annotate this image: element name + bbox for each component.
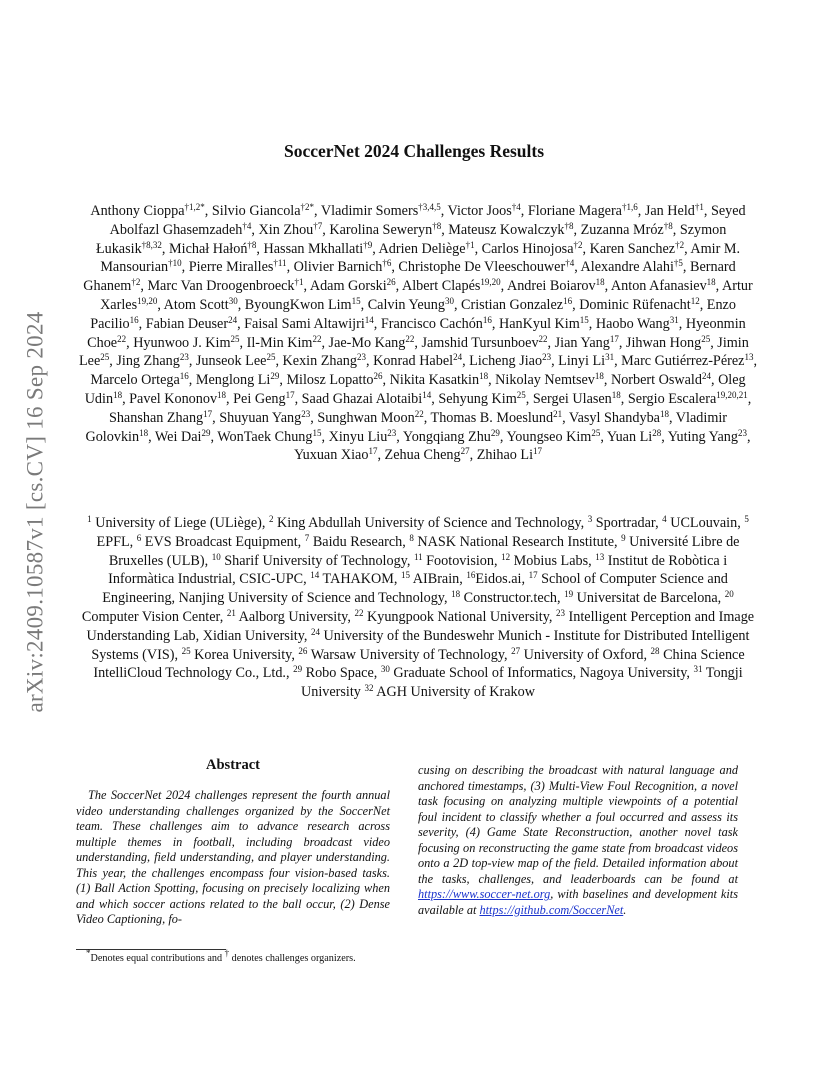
superscript: 12 [501, 551, 511, 562]
superscript: 25 [591, 427, 601, 438]
superscript: 2 [268, 514, 274, 524]
superscript: †2 [131, 277, 141, 288]
soccernet-github-link[interactable]: https://github.com/SoccerNet [479, 902, 624, 917]
superscript: 31 [605, 352, 615, 363]
superscript: 13 [744, 352, 754, 363]
superscript: 19,20,21 [716, 389, 748, 400]
superscript: †2 [675, 239, 685, 250]
paper-title: SoccerNet 2024 Challenges Results [283, 141, 545, 161]
superscript: †8,32 [141, 239, 162, 250]
superscript: 22 [538, 333, 548, 344]
superscript: 16 [466, 570, 476, 581]
superscript: 14 [364, 314, 374, 325]
superscript: 20 [724, 589, 734, 600]
superscript: 29 [293, 664, 303, 675]
superscript: †1 [465, 239, 475, 250]
superscript: 17 [533, 446, 543, 457]
superscript: 1 [87, 514, 92, 524]
affiliation-list: $^1$ University of Liege (ULiège), $^2$ King Abdullah University of Science and Technology, $^3$ Sportradar, $^4$ UCLouvain, $^5$ EPFL, $^6$ EVS Broadcast Equipment, $^7$ Baidu Research, $^8$ NASK National Research Institute, $^9$ Université Libre de Bruxelles (ULB), $^{10}$ Sharif University of Technology, $^{11}$ Footovision, $^{12}$ Mobius Labs, $^{13}$ Institut de Robòtica i Informàtica Industrial, CSIC-UPC, $^{14}$ TAHAKOM, $^{15}$ AIBrain, $^{16}$Eidos.ai, $^{17}$ School of Computer Science and Engineering, Nanjing University of Science and Technology, $^{18}$ Constructor.tech, $^{19}$ Universitat de Barcelona, $^{20}$ Computer Vision Center, $^{21}$ Aalborg University, $^{22}$ Kyungpook National University, $^{23}$ Intelligent Perception and Image Understanding Lab, Xidian University, $^{24}$ University of the Bundeswehr Munich - Institute for Distributed Intelligent Systems (VIS), $^{25}$ Korea University, $^{26}$ Warsaw University of Technology, $^{27}$ University of Oxford, $^{28}$ China Science IntelliCloud Technology Co., Ltd., $^{29}$ Robo Space, $^{30}$ Graduate School of Informatics, Nagoya University, $^{31}$ Tongji University $^{32}$ AGH University of Krakow [81, 514, 755, 701]
superscript: 24 [453, 352, 463, 363]
superscript: 18 [451, 589, 461, 600]
superscript: 24 [701, 371, 711, 382]
abstract-text-left: The SoccerNet 2024 challenges represent the fourth annual video understanding challenges organized by the SoccerNet team. These challenges aim to advance research across multiple themes in football, including broadcast video understanding, field understanding, and player understanding. This year, the challenges encompass four vision-based tasks. (1) Ball Action Spotting, focusing on precisely localizing when and which soccer actions related to the ball occur, (2) Dense Video Captioning, fo- [76, 788, 390, 926]
superscript: 18 [479, 371, 489, 382]
superscript: †2 [573, 239, 583, 250]
superscript: 24 [310, 626, 320, 637]
superscript: 15 [312, 427, 322, 438]
superscript: 19 [564, 589, 574, 600]
superscript: 15 [401, 570, 411, 581]
footnote-divider [76, 949, 226, 950]
arxiv-sidebar [14, 252, 58, 772]
abstract-heading: Abstract [206, 757, 260, 773]
superscript: 22 [414, 408, 424, 419]
superscript: 15 [351, 295, 361, 306]
superscript: 13 [595, 551, 605, 562]
superscript: †10 [168, 258, 182, 269]
footnote: *Denotes equal contributions and † denotes challenges organizers. [86, 948, 356, 964]
superscript: 22 [117, 333, 127, 344]
superscript: 12 [690, 295, 700, 306]
abstract-text-right-end: . [623, 902, 627, 917]
superscript: 23 [737, 427, 747, 438]
superscript: 16 [129, 314, 139, 325]
superscript: 32 [364, 683, 374, 694]
superscript: 21 [226, 607, 236, 618]
superscript: †2* [300, 202, 315, 212]
superscript: †11 [273, 258, 287, 269]
superscript: * [86, 948, 91, 958]
superscript: †4 [242, 220, 252, 231]
superscript: †8 [247, 239, 257, 250]
superscript: 15 [579, 314, 589, 325]
superscript: 17 [368, 446, 378, 457]
abstract-right-column [418, 763, 738, 918]
superscript: 18 [217, 389, 227, 400]
superscript: 16 [563, 295, 573, 306]
superscript: 22 [312, 333, 322, 344]
arxiv-identifier: arXiv:2409.10587v1 [cs.CV] 16 Sep 2024 [23, 311, 48, 713]
superscript: †1,6 [621, 202, 638, 212]
superscript: 19,20 [480, 277, 501, 288]
superscript: 5 [744, 514, 749, 524]
superscript: †1 [694, 202, 704, 212]
superscript: 16 [482, 314, 492, 325]
superscript: †6 [382, 258, 392, 269]
superscript: 30 [228, 295, 238, 306]
superscript: †1 [294, 277, 304, 288]
abstract-left-column [76, 757, 390, 928]
superscript: 25 [230, 333, 240, 344]
superscript: 25 [181, 645, 191, 656]
superscript: 11 [413, 551, 423, 562]
superscript: 14 [422, 389, 432, 400]
superscript: †8 [432, 220, 442, 231]
superscript: 22 [354, 607, 364, 618]
superscript: 18 [611, 389, 621, 400]
superscript: 28 [652, 427, 662, 438]
superscript: 17 [285, 389, 295, 400]
superscript: †1,2* [184, 202, 205, 212]
superscript: 23 [357, 352, 366, 363]
superscript: 24 [228, 314, 238, 325]
superscript: 26 [298, 645, 308, 656]
superscript: 8 [409, 532, 414, 543]
superscript: 18 [113, 389, 123, 400]
superscript: †9 [363, 239, 373, 250]
superscript: 31 [669, 314, 679, 325]
superscript: † [224, 948, 230, 958]
superscript: 26 [373, 371, 383, 382]
author-list: Anthony Cioppa$^{\dagger 1,2*}$, Silvio Giancola$^{\dagger 2*}$, Vladimir Somers$^{\dagger 3,4,5}$, Victor Joos$^{\dagger 4}$, Floriane Magera$^{\dagger 1,6}$, Jan Held$^{\dagger 1}$, Seyed Abolfazl Ghasemzadeh$^{\dagger 4}$, Xin Zhou$^{\dagger 7}$, Karolina Seweryn$^{\dagger 8}$, Mateusz Kowalczyk$^{\dagger 8}$, Zuzanna Mróz$^{\dagger 8}$, Szymon Łukasik$^{\dagger 8,32}$, Michał Hałoń$^{\dagger 8}$, Hassan Mkhallati$^{\dagger 9}$, Adrien Deliège$^{\dagger 1}$, Carlos Hinojosa$^{\dagger 2}$, Karen Sanchez$^{\dagger 2}$, Amir M. Mansourian$^{\dagger 10}$, Pierre Miralles$^{\dagger 11}$, Olivier Barnich$^{\dagger 6}$, Christophe De Vleeschouwer$^{\dagger 4}$, Alexandre Alahi$^{\dagger 5}$, Bernard Ghanem$^{\dagger 2}$, Marc Van Droogenbroeck$^{\dagger 1}$, Adam Gorski$^{26}$, Albert Clapés$^{19,20}$, Andrei Boiarov$^{18}$, Anton Afanasiev$^{18}$, Artur Xarles$^{19,20}$, Atom Scott$^{30}$, ByoungKwon Lim$^{15}$, Calvin Yeung$^{30}$, Cristian Gonzalez$^{16}$, Dominic Rüfenacht$^{12}$, Enzo Pacilio$^{16}$, Fabian Deuser$^{24}$, Faisal Sami Altawijri$^{14}$, Francisco Cachón$^{16}$, HanKyul Kim$^{15}$, Haobo Wang$^{31}$, Hyeonmin Choe$^{22}$, Hyunwoo J. Kim$^{25}$, Il-Min Kim$^{22}$, Jae-Mo Kang$^{22}$, Jamshid Tursunboev$^{22}$, Jian Yang$^{17}$, Jihwan Hong$^{25}$, Jimin Lee$^{25}$, Jing Zhang$^{23}$, Junseok Lee$^{25}$, Kexin Zhang$^{23}$, Konrad Habel$^{24}$, Licheng Jiao$^{23}$, Linyi Li$^{31}$, Marc Gutiérrez-Pérez$^{13}$, Marcelo Ortega$^{16}$, Menglong Li$^{29}$, Milosz Lopatto$^{26}$, Nikita Kasatkin$^{18}$, Nikolay Nemtsev$^{18}$, Norbert Oswald$^{24}$, Oleg Udin$^{18}$, Pavel Kononov$^{18}$, Pei Geng$^{17}$, Saad Ghazai Alotaibi$^{14}$, Sehyung Kim$^{25}$, Sergei Ulasen$^{18}$, Sergio Escalera$^{19,20,21}$, Shanshan Zhang$^{17}$, Shuyuan Yang$^{23}$, Sunghwan Moon$^{22}$, Thomas B. Moeslund$^{21}$, Vasyl Shandyba$^{18}$, Vladimir Golovkin$^{18}$, Wei Dai$^{29}$, WonTaek Chung$^{15}$, Xinyu Liu$^{23}$, Yongqiang Zhu$^{29}$, Youngseo Kim$^{25}$, Yuan Li$^{28}$, Yuting Yang$^{23}$, Yuxuan Xiao$^{17}$, Zehua Cheng$^{27}$, Zhihao Li$^{17}$ [79, 202, 757, 464]
superscript: †8 [564, 220, 574, 231]
superscript: 17 [203, 408, 213, 419]
superscript: 25 [701, 333, 711, 344]
superscript: 22 [405, 333, 415, 344]
superscript: 29 [490, 427, 500, 438]
superscript: 30 [444, 295, 454, 306]
superscript: †3,4,5 [418, 202, 441, 212]
superscript: 25 [516, 389, 526, 400]
superscript: 28 [650, 645, 660, 656]
superscript: 17 [528, 570, 538, 581]
superscript: 18 [595, 277, 605, 288]
superscript: †4 [511, 202, 521, 212]
superscript: 14 [310, 570, 320, 581]
superscript: 21 [553, 408, 563, 419]
superscript: 27 [460, 446, 470, 457]
superscript: 3 [587, 514, 593, 524]
superscript: 31 [693, 664, 703, 675]
superscript: 10 [211, 551, 221, 562]
superscript: †4 [565, 258, 575, 269]
abstract-text-right-part1: cusing on describing the broadcast with natural language and anchored timestamps, (3) Multi-View Foul Recognition, a novel task focusing on analyzing multiple viewpoints of a potential foul incident to classify whether a foul occurred and assess its severity, (4) Game State Reconstruction, another novel task focusing on reconstructing the game state from broadcast videos onto a 2D top-view map of the field. Detailed information about the tasks, challenges, and leaderboards can be found at [418, 763, 738, 886]
superscript: 4 [662, 514, 667, 524]
superscript: †8 [663, 220, 673, 231]
superscript: 27 [511, 645, 521, 656]
soccernet-website-link[interactable]: https://www.soccer-net.org [418, 887, 551, 901]
superscript: 18 [594, 371, 604, 382]
superscript: †7 [313, 220, 323, 231]
superscript: 7 [304, 532, 310, 543]
superscript: 25 [100, 352, 110, 363]
superscript: 18 [139, 427, 149, 438]
superscript: 17 [609, 333, 619, 344]
superscript: 26 [386, 277, 396, 288]
superscript: 23 [301, 408, 311, 419]
superscript: 25 [266, 352, 276, 363]
superscript: 23 [179, 352, 189, 363]
superscript: 23 [387, 427, 397, 438]
abstract-text-right-part2: , with baselines and development kits available at [418, 887, 738, 917]
superscript: 18 [706, 277, 716, 288]
superscript: 16 [179, 371, 189, 382]
superscript: 29 [270, 371, 280, 382]
superscript: †5 [673, 258, 683, 269]
superscript: 30 [380, 664, 390, 675]
abstract-text-right [418, 763, 738, 918]
superscript: 23 [542, 352, 552, 363]
superscript: 19,20 [137, 295, 158, 306]
superscript: 23 [556, 607, 565, 618]
superscript: 18 [659, 408, 669, 419]
superscript: 9 [621, 532, 626, 543]
superscript: 6 [136, 532, 142, 543]
superscript: 29 [201, 427, 211, 438]
